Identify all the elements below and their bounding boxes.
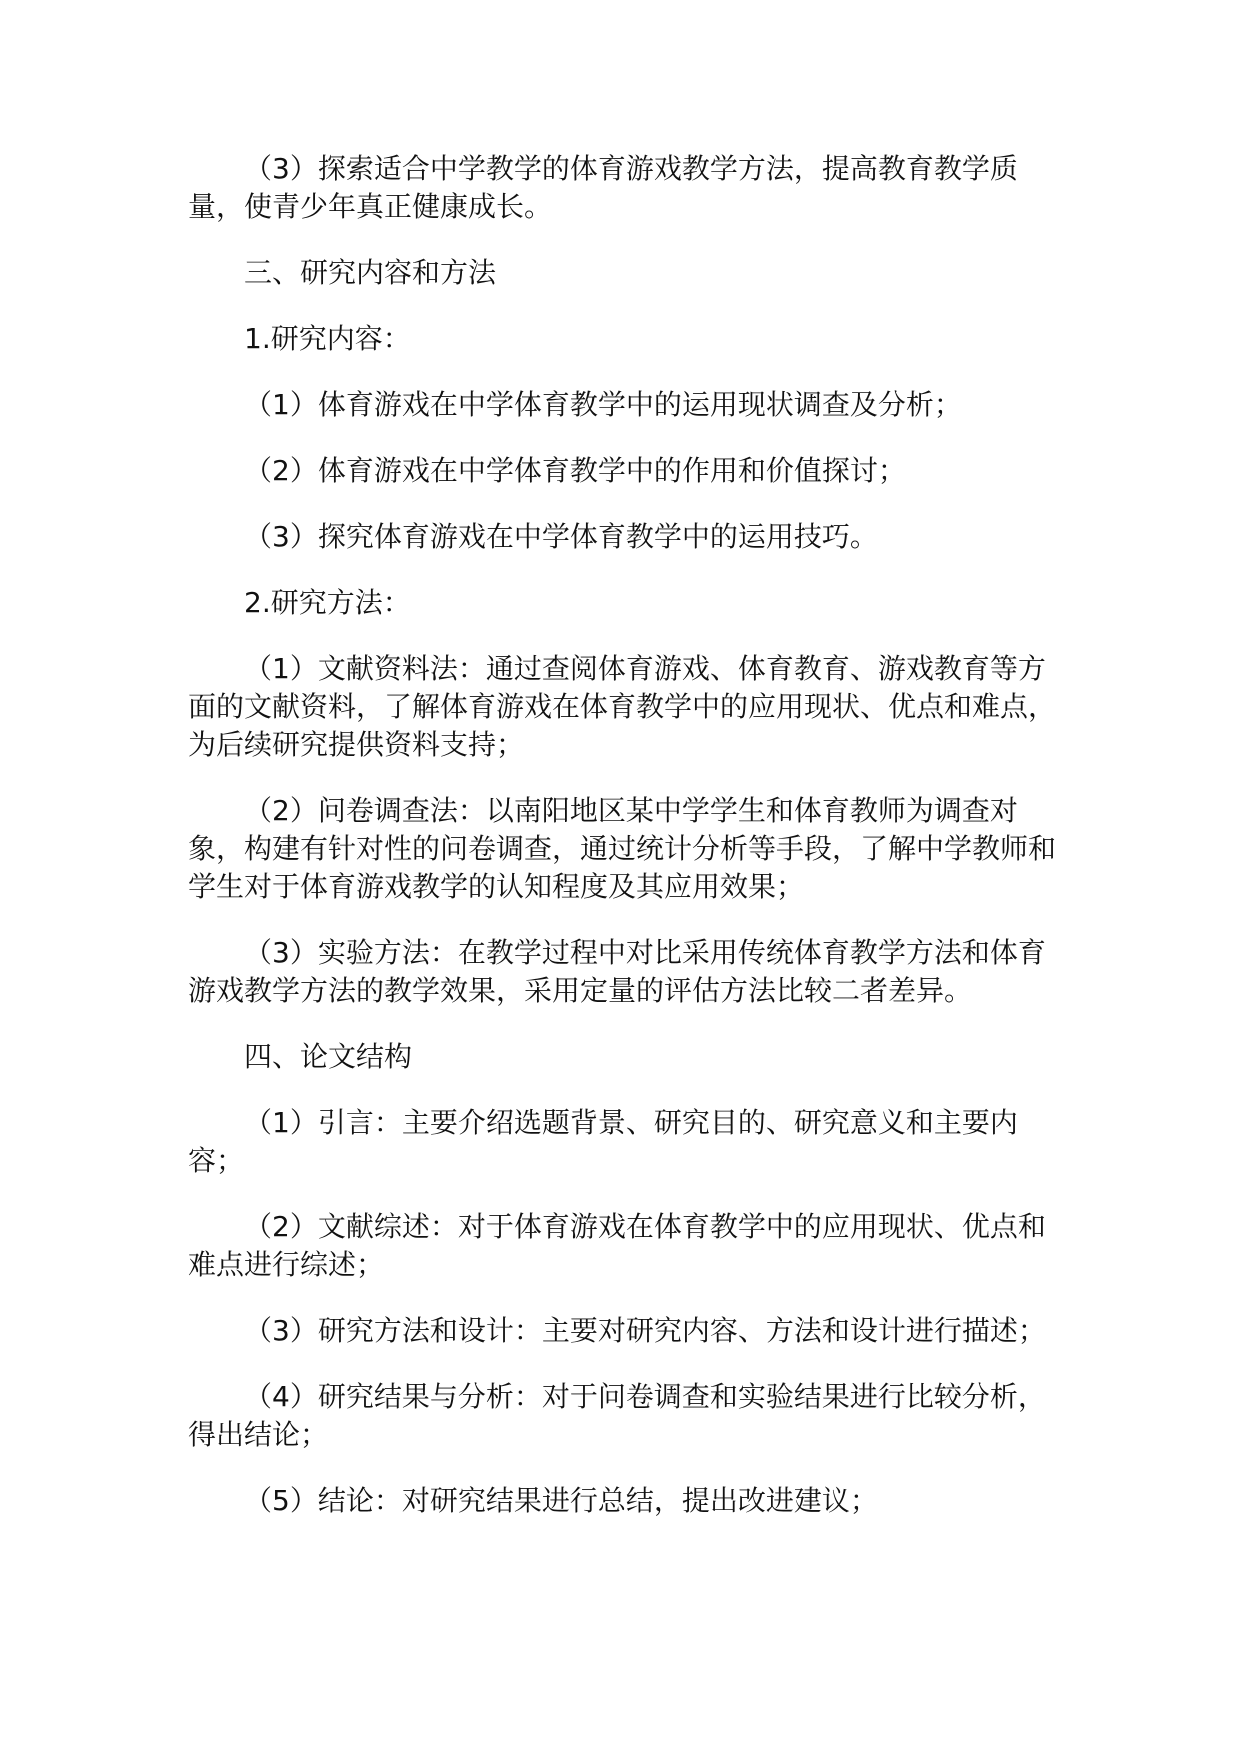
method-item-literature: （1）文献资料法：通过查阅体育游戏、体育教育、游戏教育等方面的文献资料，了解体育游戏在体育教学中的应用现状、优点和难点，为后续研究提供资料支持；	[188, 652, 1057, 761]
method-item-experiment: （3）实验方法：在教学过程中对比采用传统体育教学方法和体育游戏教学方法的教学效果，采用定量的评估方法比较二者差异。	[188, 936, 1046, 1007]
structure-item-introduction: （1）引言：主要介绍选题背景、研究目的、研究意义和主要内容；	[188, 1106, 1018, 1177]
content-item-1: （1）体育游戏在中学体育教学中的运用现状调查及分析；	[244, 388, 962, 421]
subheading-research-content: 1.研究内容：	[244, 322, 411, 355]
subheading-research-methods: 2.研究方法：	[244, 586, 411, 619]
structure-item-methods-design: （3）研究方法和设计：主要对研究内容、方法和设计进行描述；	[244, 1314, 1046, 1347]
structure-item-literature-review: （2）文献综述：对于体育游戏在体育教学中的应用现状、优点和难点进行综述；	[188, 1210, 1046, 1281]
document-body	[188, 150, 1058, 1548]
section-heading-research-content-methods: 三、研究内容和方法	[244, 256, 497, 289]
structure-item-conclusion: （5）结论：对研究结果进行总结，提出改进建议；	[244, 1484, 878, 1517]
paragraph-objective-3: （3）探索适合中学教学的体育游戏教学方法，提高教育教学质量，使青少年真正健康成长。	[188, 152, 1018, 223]
method-item-questionnaire: （2）问卷调查法：以南阳地区某中学学生和体育教师为调查对象，构建有针对性的问卷调查，通过统计分析等手段，了解中学教师和学生对于体育游戏教学的认知程度及其应用效果；	[188, 794, 1057, 903]
section-heading-thesis-structure: 四、论文结构	[244, 1040, 413, 1073]
structure-item-results-analysis: （4）研究结果与分析：对于问卷调查和实验结果进行比较分析，得出结论；	[188, 1380, 1046, 1451]
content-item-3: （3）探究体育游戏在中学体育教学中的运用技巧。	[244, 520, 878, 553]
content-item-2: （2）体育游戏在中学体育教学中的作用和价值探讨；	[244, 454, 906, 487]
